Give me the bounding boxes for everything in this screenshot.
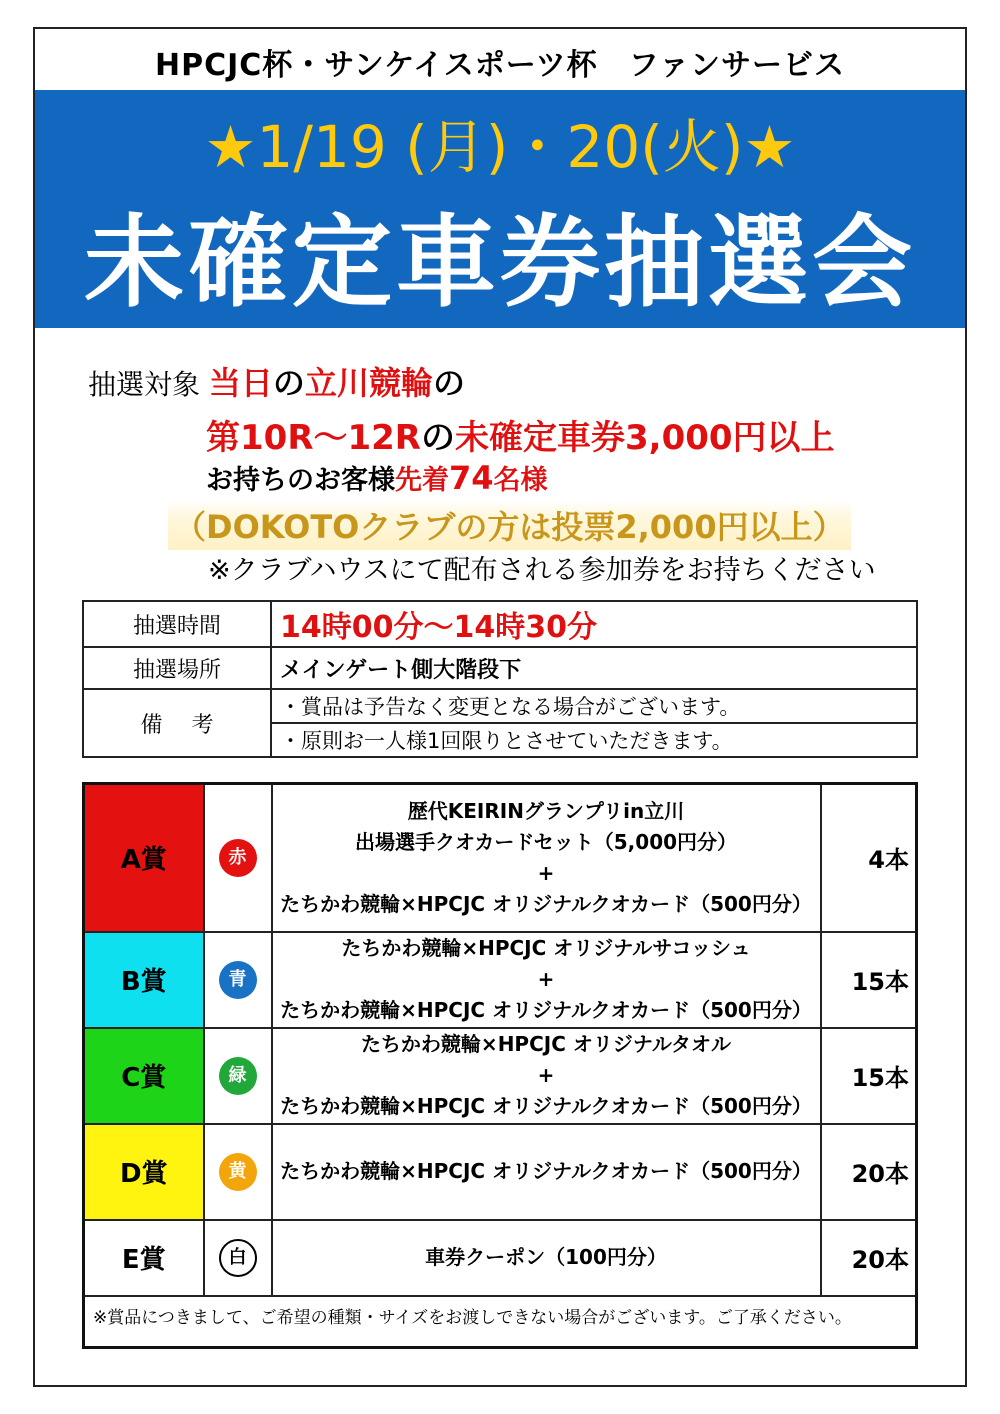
- remarks-label: 備 考: [83, 689, 271, 757]
- prize-line: +: [537, 967, 555, 991]
- prize-description: [272, 932, 821, 1028]
- eligibility-first: 先着: [395, 465, 449, 496]
- event-date: ★1/19 (月)・20(火)★: [204, 113, 796, 181]
- color-ball-icon: 白: [219, 1239, 257, 1277]
- time-label: 抽選時間: [83, 601, 271, 647]
- prize-quantity: 20本: [821, 1220, 917, 1296]
- prize-line: 出場選手クオカードセット（5,000円分）: [354, 829, 738, 854]
- title-banner: [35, 90, 965, 328]
- prize-rank: A賞: [84, 784, 204, 932]
- prize-color-cell: [204, 1028, 272, 1124]
- eligibility-line-3: [206, 458, 548, 497]
- prize-description: [272, 1028, 821, 1124]
- prize-row: [84, 1028, 917, 1124]
- prize-table: [82, 782, 918, 1349]
- eligibility-day: 当日: [208, 364, 273, 402]
- prize-line: +: [537, 860, 555, 885]
- prize-quantity: 15本: [821, 1028, 917, 1124]
- eligibility-line-2: [206, 410, 835, 459]
- prize-description: [272, 784, 821, 932]
- color-ball-icon: 黄: [219, 1153, 257, 1191]
- eligibility-condition: 未確定車券3,000円以上: [455, 418, 835, 458]
- remark-1: ・賞品は予告なく変更となる場合がございます。: [271, 689, 917, 723]
- prize-color-cell: [204, 1124, 272, 1220]
- place-value: メインゲート側大階段下: [271, 647, 917, 689]
- prize-row: [84, 1124, 917, 1220]
- prize-color-cell: [204, 932, 272, 1028]
- place-label: 抽選場所: [83, 647, 271, 689]
- color-ball-icon: 青: [219, 961, 257, 999]
- prize-rank: E賞: [84, 1220, 204, 1296]
- prize-quantity: 15本: [821, 932, 917, 1028]
- prize-rank: D賞: [84, 1124, 204, 1220]
- prize-line: たちかわ競輪×HPCJC オリジナルクオカード（500円分）: [280, 1159, 812, 1183]
- prize-color-cell: [204, 784, 272, 932]
- eligibility-venue: 立川競輪: [304, 364, 433, 402]
- table-row: [84, 1296, 917, 1348]
- time-value: 14時00分～14時30分: [271, 601, 917, 647]
- table-row: [83, 601, 917, 647]
- event-subtitle: HPCJC杯・サンケイスポーツ杯 ファンサービス: [155, 48, 845, 83]
- info-table: [82, 600, 918, 758]
- prize-row: [84, 1220, 917, 1296]
- prize-line: +: [537, 1063, 555, 1087]
- prize-rank: C賞: [84, 1028, 204, 1124]
- color-ball-icon: 緑: [219, 1057, 257, 1095]
- eligibility-prefix: 抽選対象: [88, 368, 209, 401]
- prize-quantity: 20本: [821, 1124, 917, 1220]
- prize-line: 歴代KEIRINグランプリin立川: [407, 798, 685, 823]
- eligibility-holders: お持ちのお客様: [206, 465, 395, 496]
- eligibility-races: 第10R～12R: [206, 418, 421, 458]
- particle: の: [421, 418, 455, 458]
- table-row: [83, 647, 917, 689]
- color-ball-icon: 赤: [219, 839, 257, 877]
- prize-description: [272, 1124, 821, 1220]
- particle: の: [432, 364, 465, 402]
- prize-rank: B賞: [84, 932, 204, 1028]
- eligibility-line-1: [88, 358, 465, 404]
- remark-2: ・原則お一人様1回限りとさせていただきます。: [271, 723, 917, 757]
- prize-color-cell: [204, 1220, 272, 1296]
- eligibility-people: 名様: [493, 465, 548, 496]
- prize-line: 車券クーポン（100円分）: [425, 1245, 667, 1269]
- prize-quantity: 4本: [821, 784, 917, 932]
- ticket-note: ※クラブハウスにて配布される参加券をお持ちください: [208, 555, 876, 586]
- page-title: 未確定車券抽選会: [84, 204, 916, 321]
- prize-footnote: ※賞品につきまして、ご希望の種類・サイズをお渡しできない場合がございます。ご了承ください。: [84, 1296, 917, 1348]
- prize-line: たちかわ競輪×HPCJC オリジナルクオカード（500円分）: [280, 891, 812, 916]
- prize-line: たちかわ競輪×HPCJC オリジナルクオカード（500円分）: [280, 998, 812, 1022]
- prize-line: たちかわ競輪×HPCJC オリジナルクオカード（500円分）: [280, 1094, 812, 1118]
- eligibility-count: 74: [449, 459, 494, 497]
- prize-line: たちかわ競輪×HPCJC オリジナルタオル: [360, 1032, 732, 1056]
- prize-row: [84, 784, 917, 932]
- dokoto-club-note: （DOKOTOクラブの方は投票2,000円以上）: [168, 500, 851, 550]
- particle: の: [272, 364, 305, 402]
- table-row: [83, 689, 917, 723]
- prize-line: たちかわ競輪×HPCJC オリジナルサコッシュ: [341, 936, 751, 960]
- prize-description: [272, 1220, 821, 1296]
- prize-row: [84, 932, 917, 1028]
